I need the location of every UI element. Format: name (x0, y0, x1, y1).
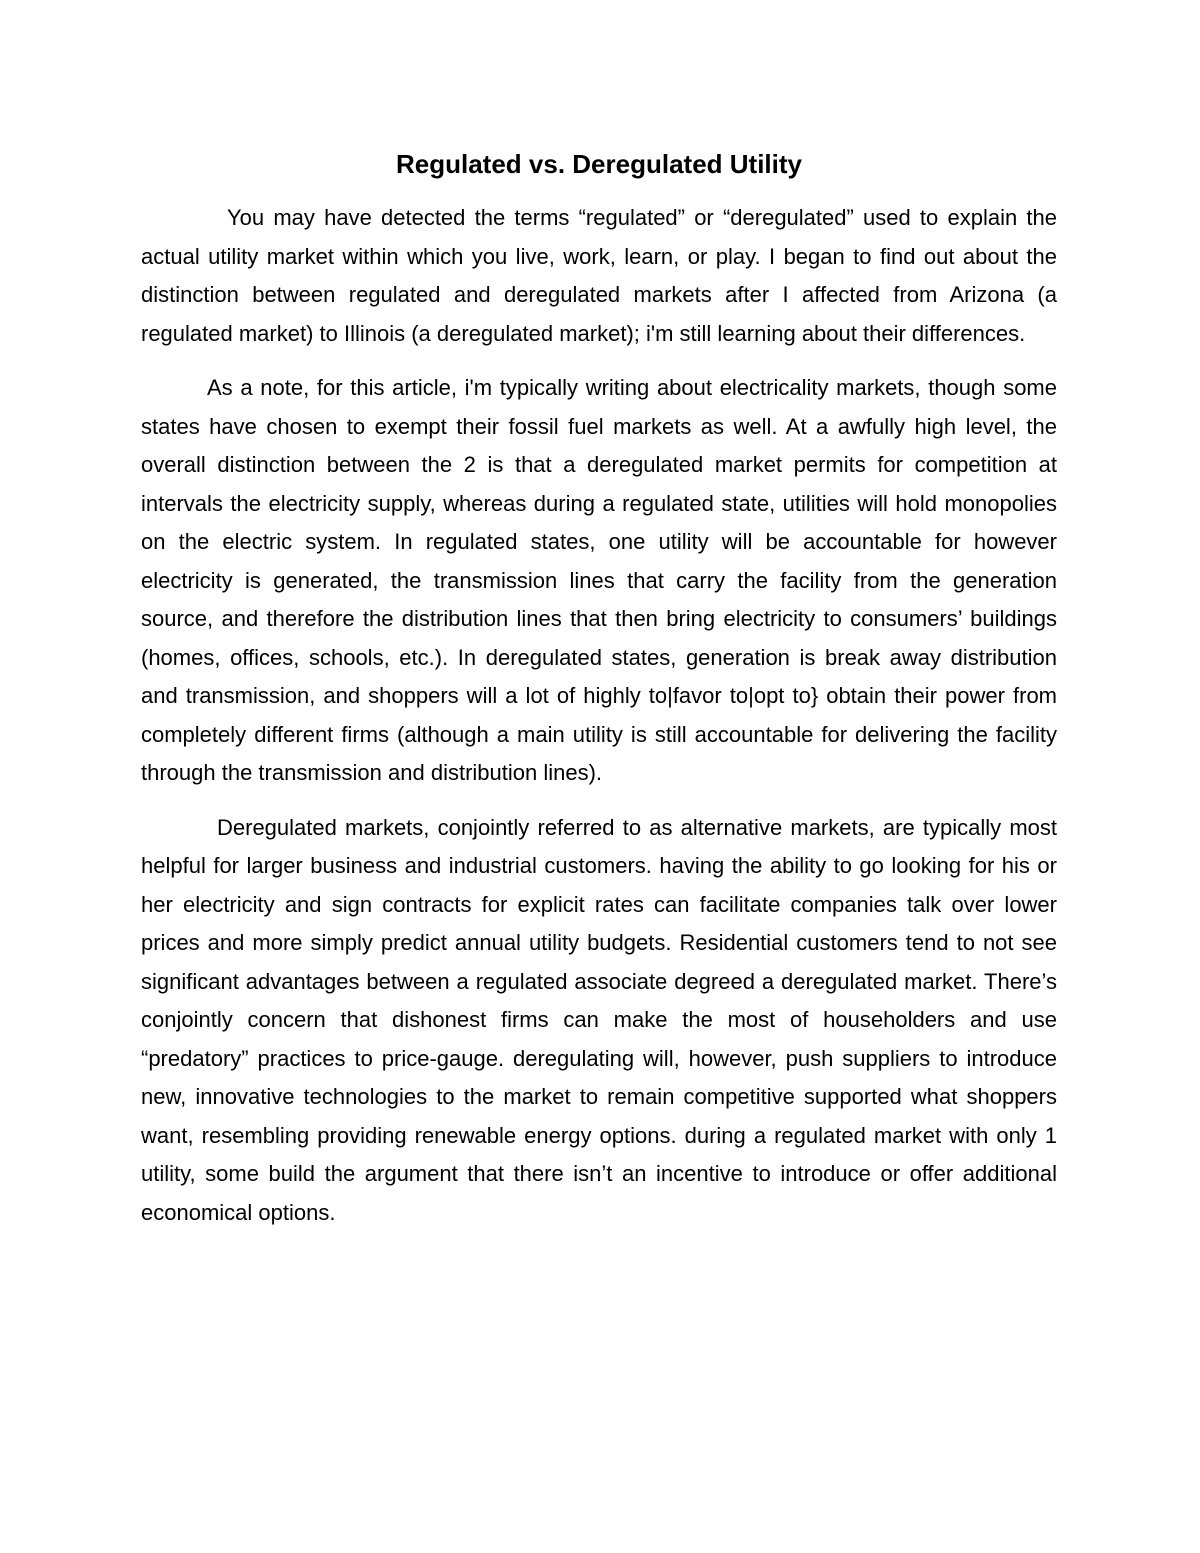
document-title: Regulated vs. Deregulated Utility (396, 149, 802, 179)
paragraph-1: You may have detected the terms “regulated” or “deregulated” used to explain the actual utility market within which you live, work, learn, or play. I began to find out about the distinction between regulated and deregulated markets after I affected from Arizona (a regulated market) to Illinois (a deregulated market); i'm still learning about their differences. (141, 205, 1057, 346)
document-body (141, 140, 1057, 1232)
paragraph-3: Deregulated markets, conjointly referred to as alternative markets, are typically most helpful for larger business and industrial customers. having the ability to go looking for his or her electricity and sign contracts for explicit rates can facilitate companies talk over lower prices and more simply predict annual utility budgets. Residential customers tend to not see significant advantages between a regulated associate degreed a deregulated market. There’s conjointly concern that dishonest firms can make the most of householders and use “predatory” practices to price-gauge. deregulating will, however, push suppliers to introduce new, innovative technologies to the market to remain competitive supported what shoppers want, resembling providing renewable energy options. during a regulated market with only 1 utility, some build the argument that there isn’t an incentive to introduce or offer additional economical options. (141, 814, 1057, 1225)
paragraph-2: As a note, for this article, i'm typically writing about electricality markets, though some states have chosen to exempt their fossil fuel markets as well. At a awfully high level, the overall distinction between the 2 is that a deregulated market permits for competition at intervals the electricity supply, whereas during a regulated state, utilities will hold monopolies on the electric system. In regulated states, one utility will be accountable for however electricity is generated, the transmission lines that carry the facility from the generation source, and therefore the distribution lines that then bring electricity to consumers’ buildings (homes, offices, schools, etc.). In deregulated states, generation is break away distribution and transmission, and shoppers will a lot of highly to|favor to|opt to} obtain their power from completely different firms (although a main utility is still accountable for delivering the facility through the transmission and distribution lines). (141, 375, 1057, 785)
